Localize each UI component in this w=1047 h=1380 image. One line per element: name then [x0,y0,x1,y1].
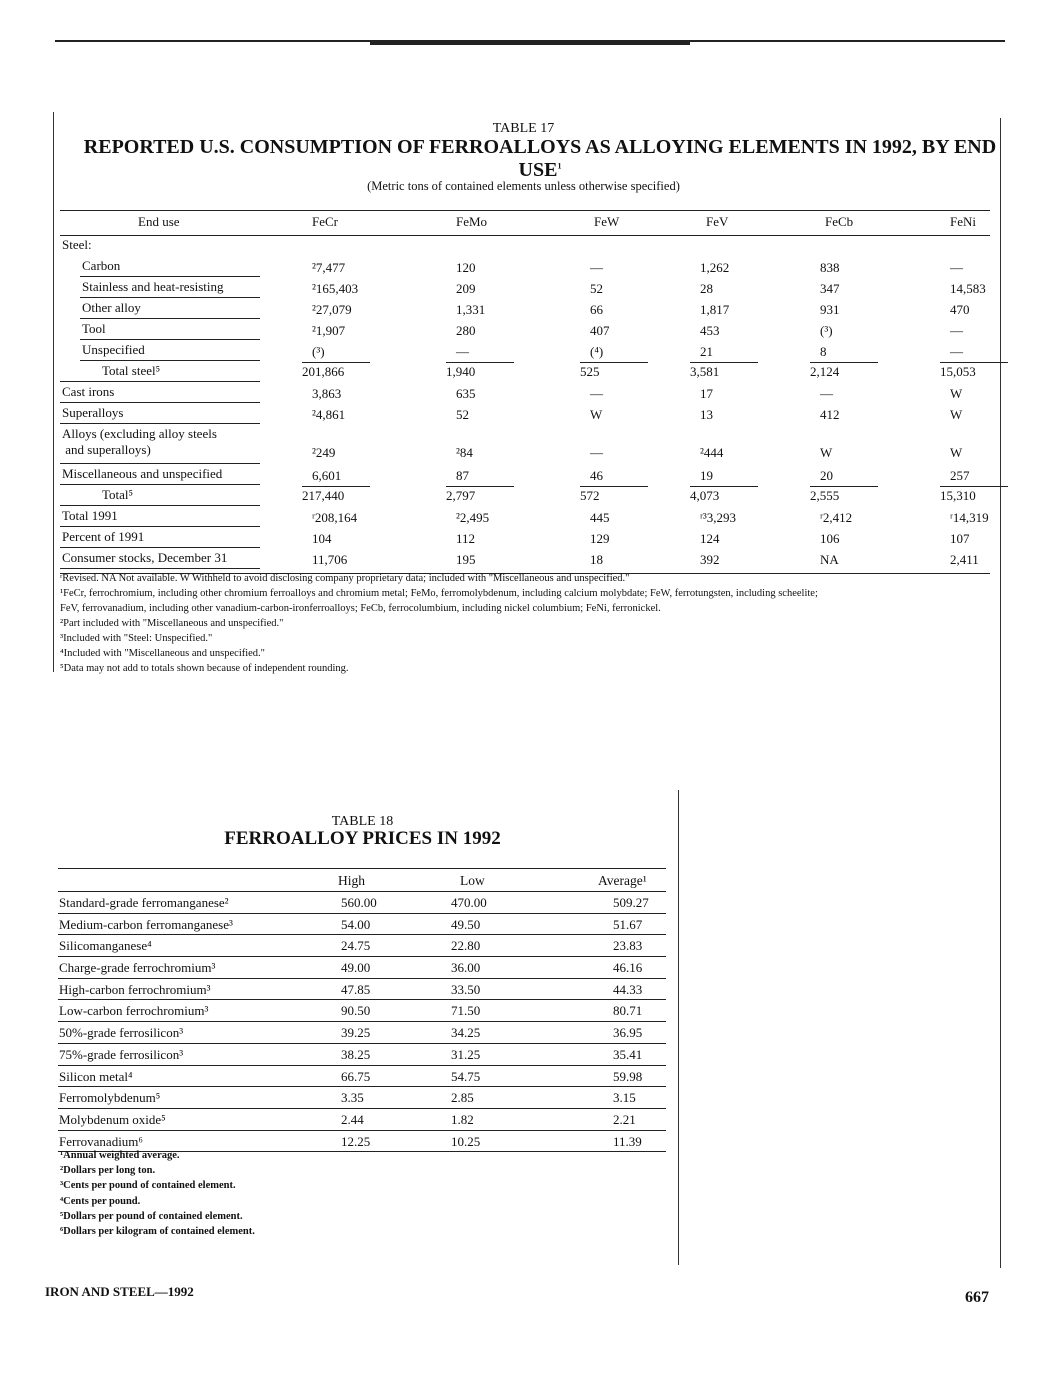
price-row [58,1087,666,1109]
value-feni: 2,411 [950,552,979,567]
value-fev: 392 [700,552,720,567]
table17-footnotes [60,571,995,676]
table-row [60,506,990,527]
price-row [58,1022,666,1044]
value-fecr: ²27,079 [312,302,352,317]
table-row [60,256,990,277]
top-rule-heavy [370,42,690,45]
price-low: 2.85 [451,1090,474,1106]
table-row [60,361,990,382]
price-high: 12.25 [341,1133,371,1149]
right-column-rule [1000,118,1001,1268]
table-row [60,527,990,548]
price-item-label: Charge-grade ferrochromium³ [59,960,216,976]
value-femo: ²84 [456,445,473,460]
value-fecr: 217,440 [302,486,370,504]
row-label-text: Total 1991 [62,508,118,523]
value-feni: 107 [950,531,970,546]
value-feni: W [950,407,963,422]
price-low: 71.50 [451,1003,481,1019]
value-few: 129 [590,531,610,546]
price-row [58,957,666,979]
value-feni: 15,053 [940,362,1008,380]
value-feni: 15,310 [940,486,1008,504]
row-label [82,258,120,274]
table-row [60,382,990,403]
price-item-label: Ferromolybdenum⁵ [59,1090,161,1106]
table18 [58,868,666,1152]
value-fecr: (³) [312,344,325,359]
price-average: 59.98 [613,1068,643,1084]
price-average: 509.27 [613,895,649,910]
table18-body [58,892,666,1152]
value-fecr: ²249 [312,445,336,460]
value-feni: — [950,260,963,275]
header-femo: FeMo [456,214,488,229]
value-femo: 195 [456,552,476,567]
table-row [60,464,990,485]
row-label-text: Percent of 1991 [62,529,145,544]
value-femo: 112 [456,531,476,546]
footnote-line: ⁶Dollars per kilogram of contained element. [60,1226,255,1238]
table18-side-rule [678,790,679,1265]
price-high: 90.50 [341,1003,371,1019]
value-fev: 13 [700,407,713,422]
row-label [62,550,227,566]
price-item-label: Standard-grade ferromanganese² [59,895,229,910]
table18-label: TABLE 18 [331,814,394,829]
value-fecr: 3,863 [312,386,342,401]
table17-subtitle: (Metric tons of contained elements unless otherwise specified) [367,179,680,193]
price-item-label: Molybdenum oxide⁵ [59,1111,166,1127]
row-label [102,363,160,379]
price-low: 1.82 [451,1111,474,1127]
value-fecb: ʳ2,412 [820,510,853,525]
price-low: 34.25 [451,1025,481,1041]
value-few: 52 [590,281,603,296]
value-fecb: (³) [820,323,833,338]
table17-label: TABLE 17 [492,121,555,136]
price-low: 49.50 [451,916,481,932]
price-low: 54.75 [451,1068,481,1084]
table17-body [60,236,990,574]
price-low: 470.00 [451,895,487,910]
row-label [82,300,141,316]
row-label [82,279,224,295]
value-fecr: ²1,907 [312,323,346,338]
row-label-text: Stainless and heat-resisting [82,279,224,294]
price-high: 39.25 [341,1025,371,1041]
price-high: 24.75 [341,938,371,954]
row-label-rule [60,568,260,569]
value-fecr: ²4,861 [312,407,346,422]
table18-header [58,868,666,892]
price-high: 2.44 [341,1111,364,1127]
price-item-label: Low-carbon ferrochromium³ [59,1003,209,1019]
value-few: 572 [580,486,648,504]
table-row [60,298,990,319]
price-high: 54.00 [341,916,371,932]
footnote-line: ⁵Dollars per pound of contained element. [60,1210,243,1222]
table-row [60,340,990,361]
value-fev: 17 [700,386,713,401]
footnote-line: ²Dollars per long ton. [60,1165,156,1177]
price-average: 35.41 [613,1046,643,1062]
value-fecr: ²165,403 [312,281,359,296]
value-fecb: 2,124 [810,362,878,380]
value-femo: 280 [456,323,476,338]
table17-header [60,210,990,236]
table17-title-text: REPORTED U.S. CONSUMPTION OF FERROALLOYS AS ALLOYING ELEMENTS IN 1992, BY END USE [83,136,997,181]
footnote-line: ⁴Included with "Miscellaneous and unspecified." [60,648,265,659]
row-label-text: Total⁵ [102,487,134,502]
row-label-text: Tool [82,321,106,336]
value-fev: 1,262 [700,260,730,275]
value-fecb: 347 [820,281,840,296]
price-high: 38.25 [341,1046,371,1062]
value-fecb: 106 [820,531,840,546]
price-low: 22.80 [451,938,481,954]
price-average: 2.21 [613,1111,636,1127]
price-average: 23.83 [613,938,643,954]
value-few: 445 [590,510,610,525]
value-few: 525 [580,362,648,380]
row-label [62,529,144,545]
price-low: 10.25 [451,1133,481,1149]
price-average: 3.15 [613,1090,636,1106]
value-few: — [590,260,603,275]
header-end-use: End use [138,214,180,229]
footnote-line: ³Included with "Steel: Unspecified." [60,633,213,644]
price-row [58,1044,666,1066]
value-feni: 470 [950,302,970,317]
value-femo: — [456,344,469,359]
value-fecb: 2,555 [810,486,878,504]
value-feni: 257 [950,468,970,483]
value-fev: 124 [700,531,720,546]
table18-title: FERROALLOY PRICES IN 1992 [224,828,501,849]
value-fev: 3,581 [690,362,758,380]
row-label-text: Superalloys [62,405,124,420]
value-femo: 209 [456,281,476,296]
value-fecb: 8 [820,344,827,359]
header-few: FeW [594,214,620,229]
value-fecr: 104 [312,531,332,546]
price-low: 31.25 [451,1046,481,1062]
page-number: 667 [965,1289,989,1306]
row-label-text: Cast irons [62,384,115,399]
value-fecb: NA [820,552,839,567]
value-fecb: 931 [820,302,840,317]
value-fev: 4,073 [690,486,758,504]
value-fecr: ²7,477 [312,260,346,275]
table17-title [60,136,1020,182]
price-item-label: Medium-carbon ferromanganese³ [59,916,233,932]
value-fecb: 412 [820,407,840,422]
value-fecr: 201,866 [302,362,370,380]
price-high: 3.35 [341,1090,364,1106]
price-high: 560.00 [341,895,377,910]
footnote-line: ⁵Data may not add to totals shown because of independent rounding. [60,663,349,674]
price-row [58,1109,666,1131]
row-label [62,508,118,524]
header-fecb: FeCb [825,214,854,229]
row-label [102,487,133,503]
value-few: 407 [590,323,610,338]
price-item-label: Silicomanganese⁴ [59,938,152,954]
value-few: — [590,386,603,401]
header-high: High [338,873,365,888]
value-fecr: 11,706 [312,552,348,567]
price-low: 36.00 [451,960,481,976]
footnote-line: ʳRevised. NA Not available. W Withheld to avoid disclosing company proprietary data; included with "Miscellaneous and unspecified." [60,573,630,584]
value-fev: 21 [700,344,713,359]
value-feni: W [950,386,963,401]
header-low: Low [460,873,485,888]
price-high: 47.85 [341,981,371,997]
value-feni: — [950,323,963,338]
value-fecr: ʳ208,164 [312,510,358,525]
value-femo: 87 [456,468,469,483]
value-femo: 635 [456,386,476,401]
value-fecb: W [820,445,833,460]
value-fecb: 838 [820,260,840,275]
price-average: 36.95 [613,1025,643,1041]
value-fecb: 20 [820,468,833,483]
value-few: (⁴) [590,344,604,359]
table17 [60,210,990,574]
value-femo: 120 [456,260,476,275]
value-few: 46 [590,468,603,483]
price-low: 33.50 [451,981,481,997]
price-average: 44.33 [613,981,643,997]
header-fev: FeV [706,214,729,229]
header-fecr: FeCr [312,214,338,229]
row-label-text: Unspecified [82,342,145,357]
row-label-text: Alloys (excluding alloy steels [62,426,217,441]
value-fev: 19 [700,468,713,483]
value-femo: 1,331 [456,302,486,317]
table-row [60,319,990,340]
price-item-label: Silicon metal⁴ [59,1068,133,1084]
table-row [60,403,990,424]
price-average: 80.71 [613,1003,643,1019]
row-label [62,384,114,400]
price-item-label: 50%-grade ferrosilicon³ [59,1025,184,1041]
price-item-label: 75%-grade ferrosilicon³ [59,1046,184,1062]
table-row [60,485,990,506]
row-label-text: Consumer stocks, December 31 [62,550,228,565]
footnote-line: ¹FeCr, ferrochromium, including other chromium ferroalloys and chromium metal; FeMo, ferromolybdenum, including calcium molybdate; FeW, ferrotungsten, including scheelite; [60,588,818,599]
row-label [82,342,145,358]
footnote-line: ²Part included with "Miscellaneous and unspecified." [60,618,284,629]
row-label [62,426,217,458]
footnote-line: ⁴Cents per pound. [60,1195,141,1207]
price-row [58,914,666,936]
price-row [58,979,666,1001]
running-footer: IRON AND STEEL—1992 [45,1284,194,1299]
table17-title-sup: 1 [557,161,562,171]
footnote-line: ¹Annual weighted average. [60,1150,180,1161]
value-fecb: — [820,386,833,401]
value-femo: 2,797 [446,486,514,504]
value-fev: 1,817 [700,302,730,317]
price-average: 46.16 [613,960,643,976]
value-feni: 14,583 [950,281,986,296]
value-femo: 1,940 [446,362,514,380]
value-femo: 52 [456,407,469,422]
value-feni: ʳ14,319 [950,510,989,525]
header-feni: FeNi [950,214,976,229]
value-few: W [590,407,603,422]
price-row [58,1066,666,1088]
price-high: 66.75 [341,1068,371,1084]
table-row [60,548,990,569]
value-fev: 453 [700,323,720,338]
value-fev: ʳ³3,293 [700,510,736,525]
value-few: 18 [590,552,603,567]
value-feni: — [950,344,963,359]
row-label-text: Miscellaneous and unspecified [62,466,223,481]
footnote-line: FeV, ferrovanadium, including other vanadium-carbon-ironferroalloys; FeCb, ferrocolumbium, including nickel columbium; FeNi, ferronickel. [60,603,661,614]
row-label [62,466,222,482]
price-average: 11.39 [613,1133,642,1149]
steel-label: Steel: [62,237,92,252]
header-average: Average¹ [598,873,647,888]
left-column-rule [53,112,54,672]
row-label-text: Carbon [82,258,121,273]
price-row [58,935,666,957]
price-row [58,892,666,914]
table-row [60,424,990,464]
row-label [82,321,106,337]
row-label [62,405,123,421]
price-average: 51.67 [613,916,643,932]
value-few: 66 [590,302,603,317]
row-label-text: Other alloy [82,300,141,315]
row-label-text-2: and superalloys) [62,442,151,457]
price-item-label: High-carbon ferrochromium³ [59,981,211,997]
value-fev: ²444 [700,445,724,460]
price-high: 49.00 [341,960,371,976]
value-few: — [590,445,603,460]
value-fev: 28 [700,281,713,296]
row-label-text: Total steel⁵ [102,363,161,378]
value-femo: ²2,495 [456,510,490,525]
price-row [58,1000,666,1022]
steel-section-heading [60,236,990,256]
table-row [60,277,990,298]
price-item-label: Ferrovanadium⁶ [59,1133,143,1149]
footnote-line: ³Cents per pound of contained element. [60,1180,236,1192]
table18-footnotes [60,1148,255,1239]
value-feni: W [950,445,963,460]
value-fecr: 6,601 [312,468,342,483]
